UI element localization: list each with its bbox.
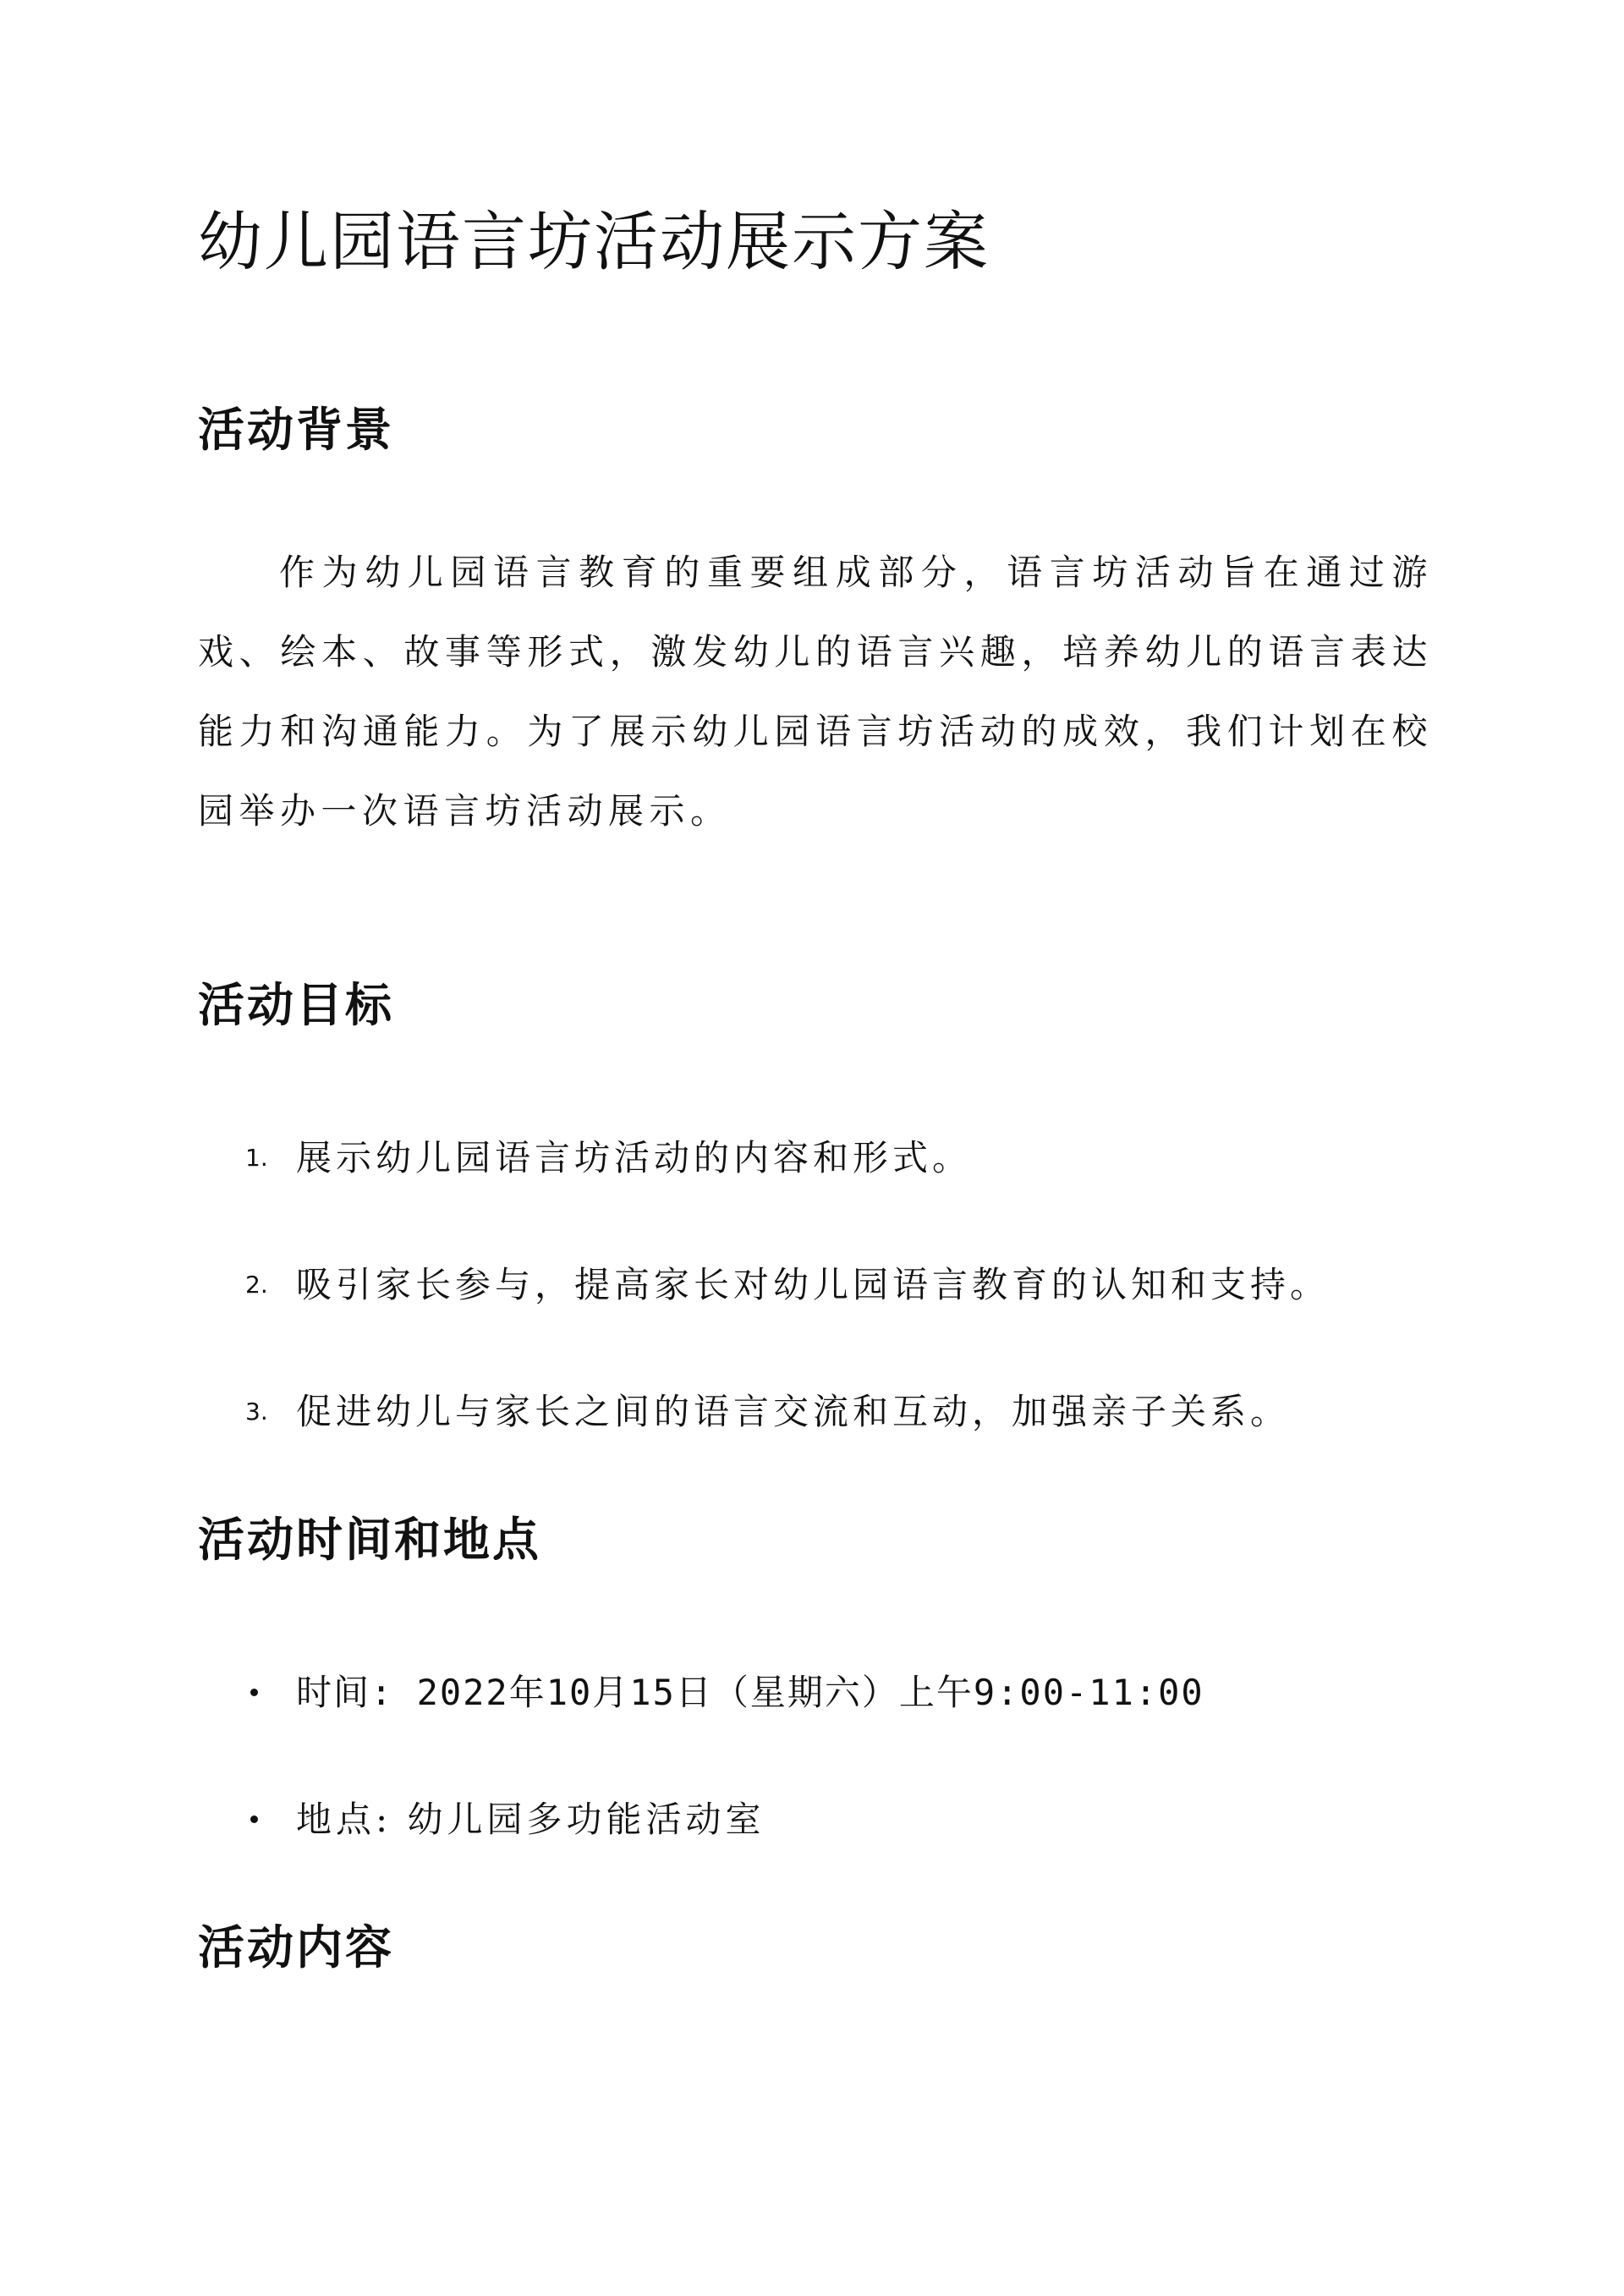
list-number: 1. <box>245 1144 268 1172</box>
section-heading-goals: 活动目标 <box>198 977 395 1032</box>
section-heading-background: 活动背景 <box>198 402 395 457</box>
list-number: 2. <box>245 1271 268 1299</box>
goal-text: 吸引家长参与，提高家长对幼儿园语言教育的认知和支持。 <box>296 1264 1330 1305</box>
goal-text: 促进幼儿与家长之间的语言交流和互动，加强亲子关系。 <box>296 1391 1291 1432</box>
time-text: 时间: 2022年10月15日（星期六）上午9:00-11:00 <box>296 1672 1204 1713</box>
goal-text: 展示幼儿园语言坊活动的内容和形式。 <box>296 1137 973 1178</box>
list-number: 3. <box>245 1398 268 1425</box>
section-heading-content: 活动内容 <box>198 1920 395 1975</box>
section-heading-time-place: 活动时间和地点 <box>198 1512 542 1567</box>
document-title: 幼儿园语言坊活动展示方案 <box>198 204 990 279</box>
background-paragraph: 作为幼儿园语言教育的重要组成部分，语言坊活动旨在通过游戏、绘本、故事等形式，激发幼儿的语言兴趣，培养幼儿的语言表达能力和沟通能力。为了展示幼儿园语言坊活动的成效，我们计划在校园举办一次语言坊活动展示。 <box>198 552 1433 832</box>
bullet-icon <box>250 1689 258 1696</box>
bullet-icon <box>250 1815 258 1823</box>
place-text: 地点: 幼儿园多功能活动室 <box>296 1799 765 1840</box>
